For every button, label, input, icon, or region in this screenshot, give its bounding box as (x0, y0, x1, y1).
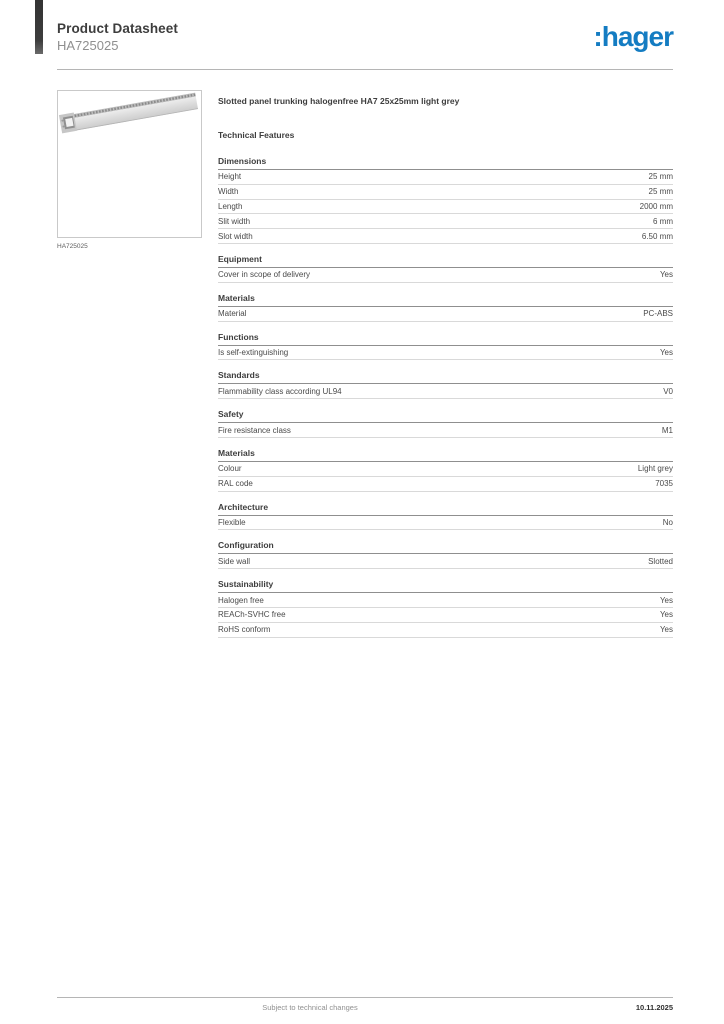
technical-features-heading: Technical Features (218, 130, 295, 140)
spec-row (218, 229, 673, 244)
trunking-illustration (58, 91, 201, 237)
spec-label: Cover in scope of delivery (218, 270, 311, 280)
spec-label: RAL code (218, 479, 253, 489)
spec-value: PC-ABS (643, 309, 673, 319)
page-title: Product Datasheet (57, 21, 178, 36)
spec-value: 7035 (655, 479, 673, 489)
spec-row (218, 307, 673, 322)
spec-row (218, 593, 673, 608)
print-mark (35, 0, 43, 54)
spec-label: Flammability class according UL94 (218, 386, 342, 396)
spec-value: 6.50 mm (641, 231, 673, 241)
spec-label: RoHS conform (218, 625, 271, 635)
spec-row (218, 462, 673, 477)
spec-row (218, 214, 673, 229)
spec-value: M1 (661, 425, 673, 435)
spec-label: Slot width (218, 231, 253, 241)
spec-section-heading: Dimensions (218, 157, 673, 170)
spec-value: Yes (659, 347, 673, 357)
spec-section-heading: Materials (218, 294, 673, 307)
spec-section-heading: Equipment (218, 255, 673, 268)
spec-label: Colour (218, 464, 242, 474)
spec-section (218, 294, 673, 322)
spec-section (218, 333, 673, 361)
page-header (57, 20, 673, 60)
spec-label: Height (218, 172, 242, 182)
spec-value: No (662, 517, 673, 527)
spec-sections (218, 157, 673, 638)
spec-label: Length (218, 201, 243, 211)
spec-label: Slit width (218, 216, 251, 226)
spec-value: V0 (663, 386, 673, 396)
main-content (57, 90, 673, 649)
spec-value: 25 mm (648, 187, 673, 197)
spec-value: Yes (659, 625, 673, 635)
spec-section (218, 449, 673, 492)
header-divider (57, 69, 673, 70)
spec-section-heading: Materials (218, 449, 673, 462)
spec-section (218, 580, 673, 637)
spec-row (218, 477, 673, 492)
spec-row (218, 608, 673, 623)
spec-row (218, 268, 673, 283)
spec-label: Is self-extinguishing (218, 347, 289, 357)
spec-section (218, 541, 673, 569)
spec-row (218, 623, 673, 638)
spec-label: Fire resistance class (218, 425, 291, 435)
spec-value: Yes (659, 610, 673, 620)
spec-row (218, 554, 673, 569)
spec-label: Flexible (218, 517, 246, 527)
product-image-column (57, 90, 202, 250)
spec-row (218, 170, 673, 185)
spec-row (218, 516, 673, 531)
spec-section (218, 371, 673, 399)
spec-row (218, 185, 673, 200)
spec-row (218, 200, 673, 215)
spec-label: Width (218, 187, 239, 197)
spec-section-heading: Functions (218, 333, 673, 346)
spec-row (218, 384, 673, 399)
spec-value: Yes (659, 595, 673, 605)
spec-section (218, 410, 673, 438)
spec-value: 6 mm (653, 216, 673, 226)
spec-section (218, 157, 673, 244)
product-image (57, 90, 202, 238)
spec-value: Slotted (648, 556, 673, 566)
hager-logo: :hager (593, 21, 673, 52)
product-image-caption: HA725025 (57, 243, 88, 250)
spec-section-heading: Sustainability (218, 580, 673, 593)
footer-note: Subject to technical changes (262, 1003, 358, 1012)
spec-value: 2000 mm (639, 201, 673, 211)
product-reference: HA725025 (57, 37, 119, 53)
spec-label: Side wall (218, 556, 251, 566)
spec-row (218, 346, 673, 361)
spec-row (218, 423, 673, 438)
spec-label: Material (218, 309, 247, 319)
spec-label: Halogen free (218, 595, 264, 605)
spec-label: REACh-SVHC free (218, 610, 286, 620)
spec-section-heading: Architecture (218, 503, 673, 516)
spec-value: Light grey (637, 464, 673, 474)
spec-section-heading: Standards (218, 371, 673, 384)
spec-section (218, 255, 673, 283)
spec-section-heading: Configuration (218, 541, 673, 554)
spec-section (218, 503, 673, 531)
spec-value: Yes (659, 270, 673, 280)
footer-divider (57, 997, 673, 998)
product-title: Slotted panel trunking halogenfree HA7 25x25mm light grey (218, 96, 460, 106)
footer-date: 10.11.2025 (635, 1003, 673, 1012)
spec-value: 25 mm (648, 172, 673, 182)
spec-section-heading: Safety (218, 410, 673, 423)
specs-column (218, 90, 673, 649)
